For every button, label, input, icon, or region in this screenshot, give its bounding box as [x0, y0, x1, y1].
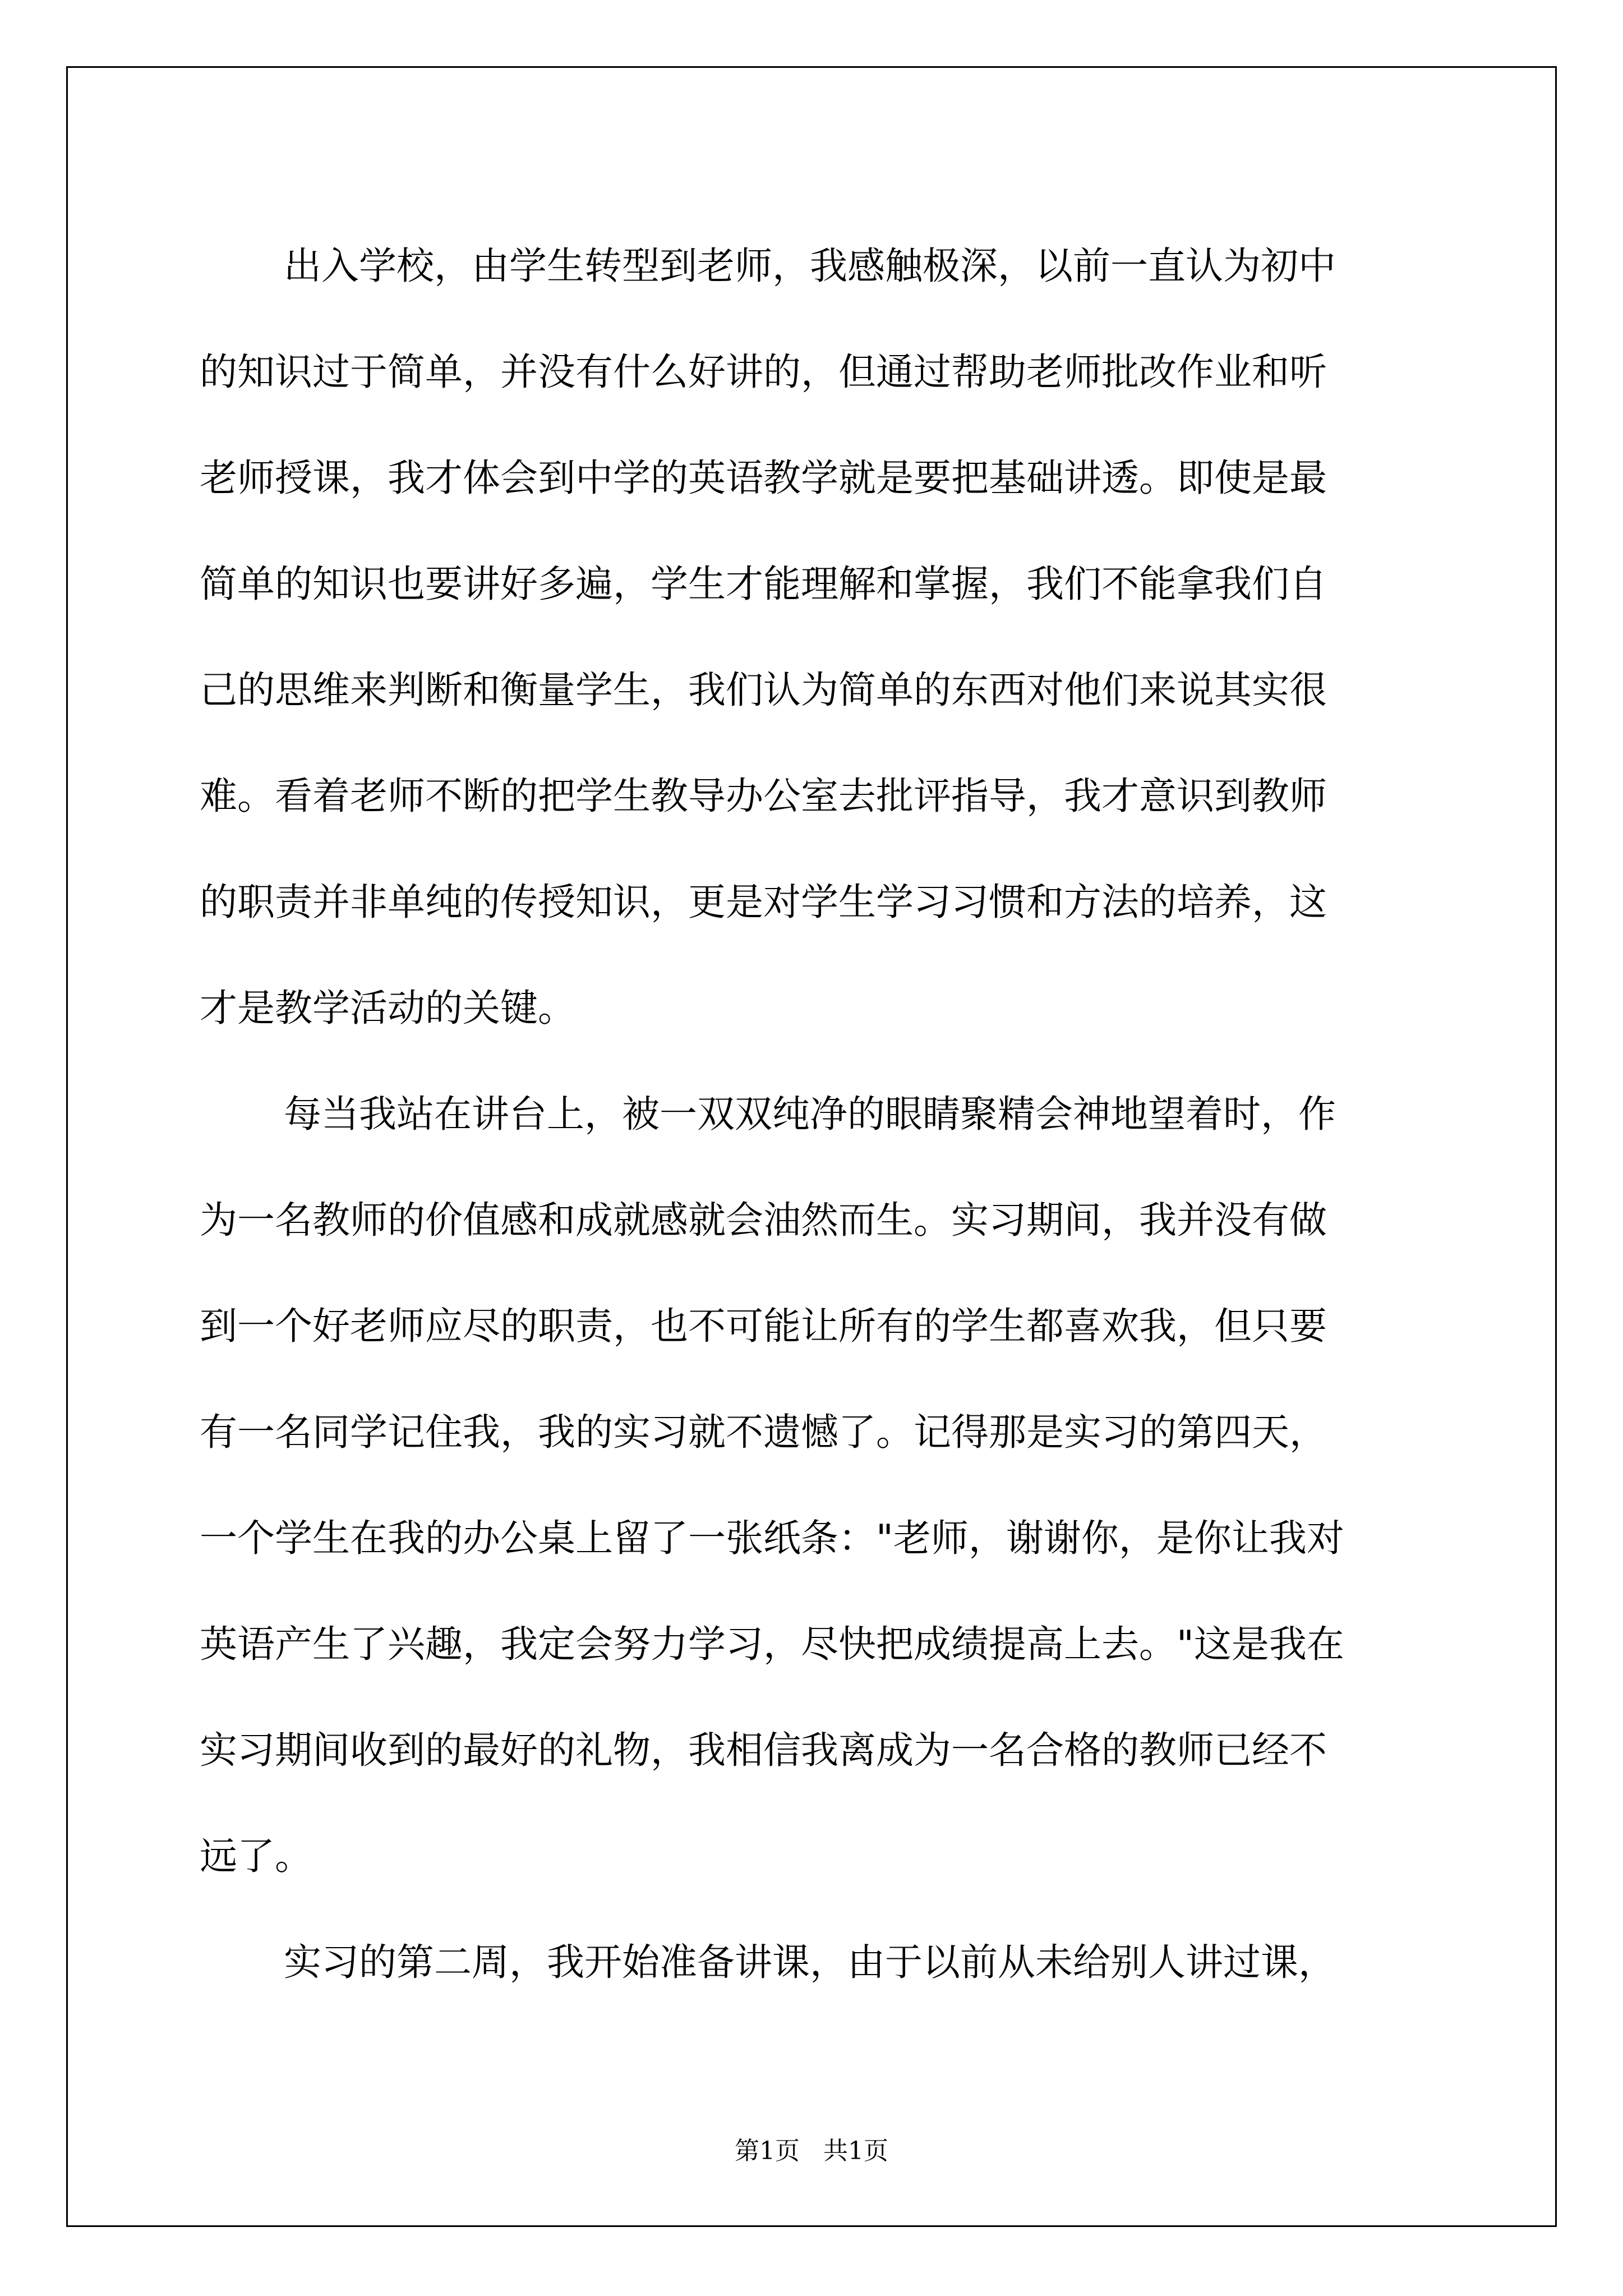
text-line: 的知识过于简单，并没有什么好讲的，但通过帮助老师批改作业和听 [200, 350, 1327, 394]
text-line: 一个学生在我的办公桌上留了一张纸条："老师，谢谢你，是你让我对 [200, 1516, 1344, 1560]
text-line: 实习期间收到的最好的礼物，我相信我离成为一名合格的教师已经不 [200, 1728, 1327, 1772]
document-body [200, 213, 1422, 2016]
text-line: 的职责并非单纯的传授知识，更是对学生学习习惯和方法的培养，这 [200, 880, 1327, 924]
page-footer: 第1页 共1页 [735, 2137, 888, 2165]
paragraph-1 [200, 213, 1422, 1061]
text-line: 有一名同学记住我，我的实习就不遗憾了。记得那是实习的第四天， [200, 1410, 1327, 1454]
text-line: 老师授课，我才体会到中学的英语教学就是要把基础讲透。即使是最 [200, 456, 1327, 500]
text-line: 远了。 [200, 1834, 312, 1878]
text-line: 实习的第二周，我开始准备讲课，由于以前从未给别人讲过课， [284, 1940, 1336, 1984]
paragraph-2 [200, 1061, 1422, 1910]
text-line: 才是教学活动的关键。 [200, 986, 575, 1030]
paragraph-3 [200, 1910, 1422, 2016]
text-line: 出入学校，由学生转型到老师，我感触极深，以前一直认为初中 [284, 244, 1336, 288]
text-line: 难。看着老师不断的把学生教导办公室去批评指导，我才意识到教师 [200, 774, 1327, 818]
text-line: 每当我站在讲台上，被一双双纯净的眼睛聚精会神地望着时，作 [284, 1092, 1336, 1136]
text-line: 为一名教师的价值感和成就感就会油然而生。实习期间，我并没有做 [200, 1198, 1327, 1242]
text-line: 英语产生了兴趣，我定会努力学习，尽快把成绩提高上去。"这是我在 [200, 1622, 1344, 1666]
text-line: 己的思维来判断和衡量学生，我们认为简单的东西对他们来说其实很 [200, 668, 1327, 712]
text-line: 到一个好老师应尽的职责，也不可能让所有的学生都喜欢我，但只要 [200, 1304, 1327, 1348]
text-line: 简单的知识也要讲好多遍，学生才能理解和掌握，我们不能拿我们自 [200, 562, 1327, 606]
